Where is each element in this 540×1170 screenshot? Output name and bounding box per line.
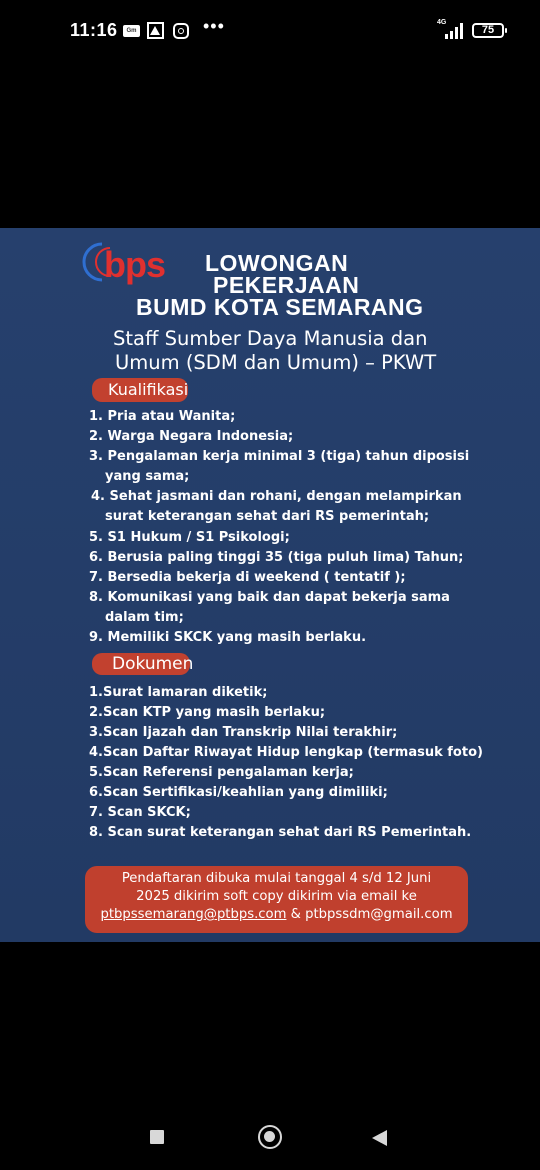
poster-subtitle-line-1: Staff Sumber Daya Manusia dan <box>113 327 428 350</box>
more-notifications-icon: ••• <box>203 16 225 36</box>
list-item: dalam tim; <box>105 610 184 625</box>
poster-title-line-2: PEKERJAAN <box>213 272 360 298</box>
kualifikasi-heading: Kualifikasi <box>92 378 188 402</box>
registration-text-line-1: Pendaftaran dibuka mulai tanggal 4 s/d 12 Juni <box>121 871 432 886</box>
list-item: 4. Sehat jasmani dan rohani, dengan melampirkan <box>91 489 462 504</box>
gmail-notification-icon: Gm <box>123 25 140 37</box>
network-type-label: 4G <box>437 19 447 26</box>
app-notification-icon <box>147 22 164 39</box>
status-bar <box>0 0 540 62</box>
list-item: 7. Scan SKCK; <box>89 805 191 820</box>
list-item: 1. Pria atau Wanita; <box>89 409 236 424</box>
email-link-primary: ptbpssemarang@ptbps.com <box>100 907 287 922</box>
list-item: 4.Scan Daftar Riwayat Hidup lengkap (termasuk foto) <box>89 745 483 760</box>
list-item: 2.Scan KTP yang masih berlaku; <box>89 705 326 720</box>
clock: 11:16 <box>70 20 118 40</box>
registration-email-line <box>85 906 468 924</box>
recent-apps-square-icon[interactable] <box>150 1130 164 1144</box>
list-item: surat keterangan sehat dari RS pemerintah; <box>105 509 430 524</box>
job-poster-image <box>0 228 540 942</box>
back-triangle-icon[interactable] <box>372 1130 387 1146</box>
email-joiner: & <box>286 907 306 922</box>
list-item: 7. Bersedia bekerja di weekend ( tentatif ); <box>89 570 406 585</box>
bps-logo <box>80 238 175 298</box>
list-item: 5. S1 Hukum / S1 Psikologi; <box>89 530 290 545</box>
list-item: 6. Berusia paling tinggi 35 (tiga puluh lima) Tahun; <box>89 550 464 565</box>
email-secondary: ptbpssdm@gmail.com <box>305 907 453 922</box>
dokumen-heading: Dokumen <box>92 653 190 675</box>
poster-title-line-3: BUMD KOTA SEMARANG <box>136 294 424 320</box>
list-item: 2. Warga Negara Indonesia; <box>89 429 294 444</box>
list-item: 3.Scan Ijazah dan Transkrip Nilai terakhir; <box>89 725 398 740</box>
list-item: 5.Scan Referensi pengalaman kerja; <box>89 765 354 780</box>
list-item: 9. Memiliki SKCK yang masih berlaku. <box>89 630 367 645</box>
list-item: 3. Pengalaman kerja minimal 3 (tiga) tahun diposisi <box>89 449 470 464</box>
list-item: 1.Surat lamaran diketik; <box>89 685 268 700</box>
registration-info-box <box>85 866 468 933</box>
poster-subtitle-line-2: Umum (SDM dan Umum) – PKWT <box>115 351 437 374</box>
home-circle-icon[interactable] <box>258 1125 282 1149</box>
list-item: 8. Komunikasi yang baik dan dapat bekerja sama <box>89 590 450 605</box>
poster-title-line-1: LOWONGAN <box>205 250 349 276</box>
list-item: 6.Scan Sertifikasi/keahlian yang dimiliki; <box>89 785 388 800</box>
navigation-bar <box>0 1110 540 1170</box>
list-item: 8. Scan surat keterangan sehat dari RS Pemerintah. <box>89 825 472 840</box>
logo-text: bps <box>104 244 166 285</box>
instagram-notification-icon <box>173 23 189 39</box>
list-item: yang sama; <box>105 469 190 484</box>
registration-text-line-2: 2025 dikirim soft copy dikirim via email ke <box>136 889 417 904</box>
battery-icon: 75 <box>472 23 504 38</box>
